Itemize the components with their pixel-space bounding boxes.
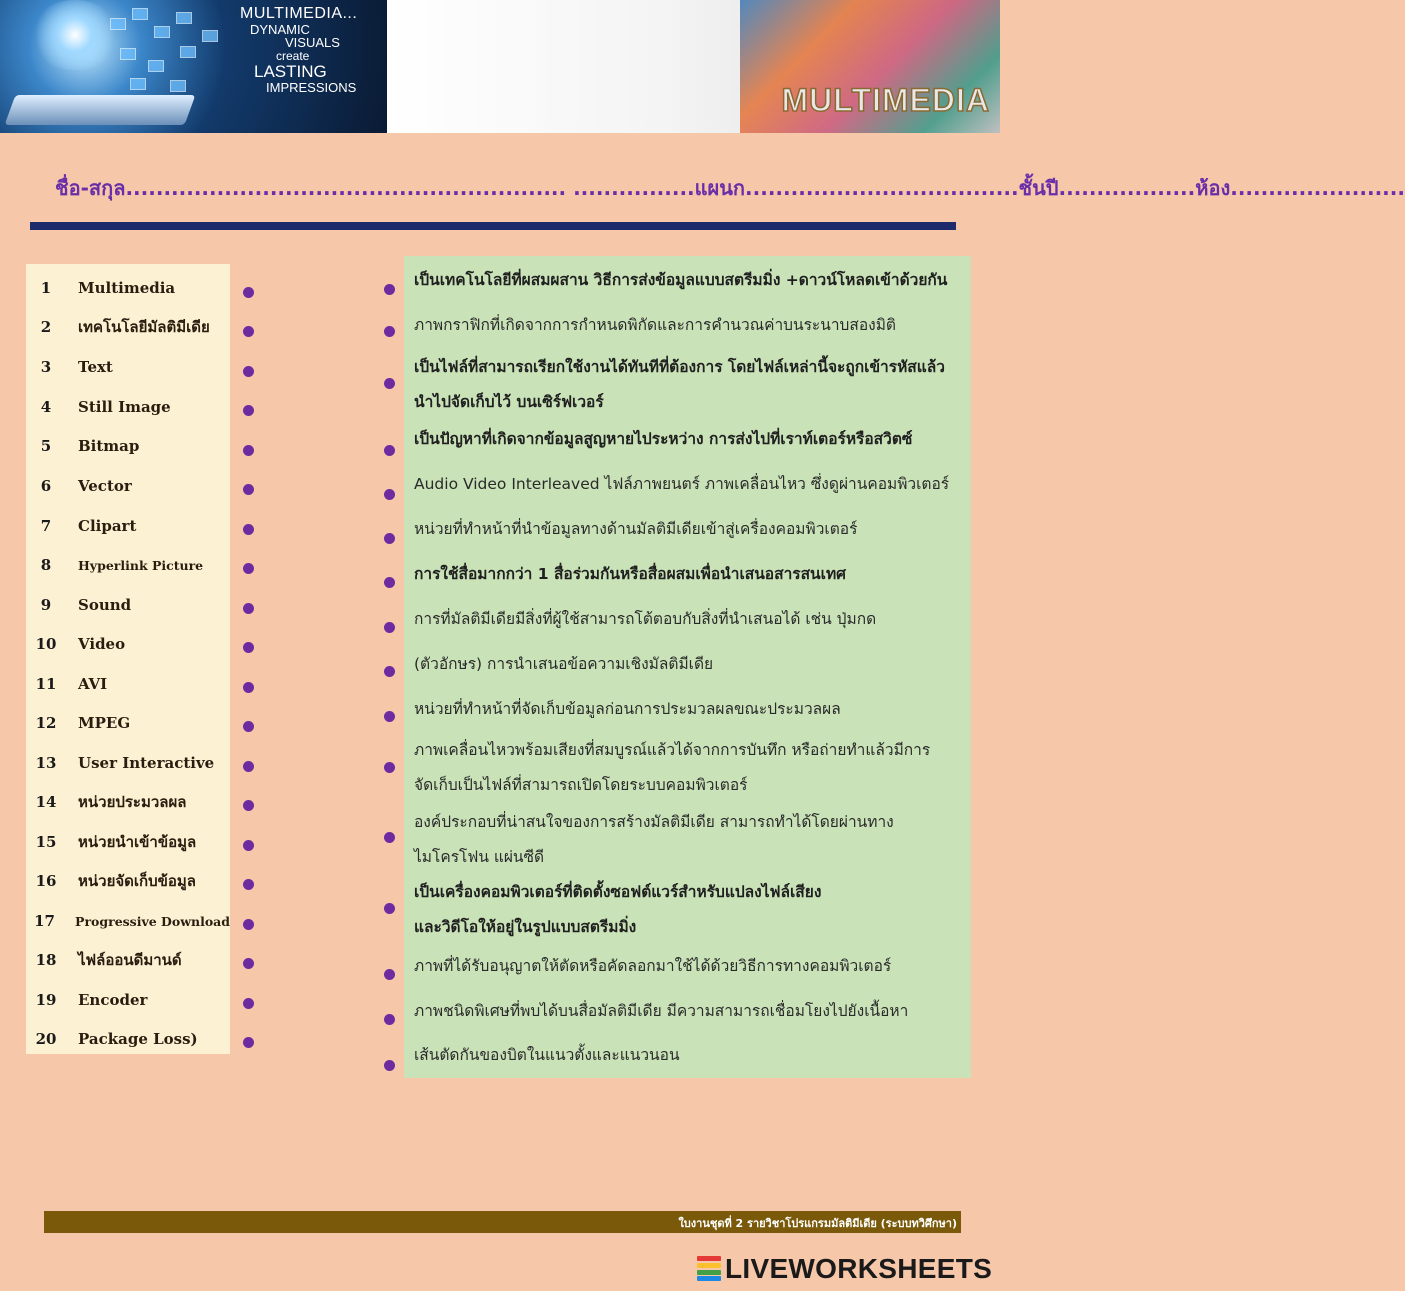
definition-item	[414, 422, 966, 457]
term-row	[26, 744, 230, 782]
definition-text: Audio Video Interleaved ไฟล์ภาพยนตร์ ภาพเคลื่อนไหว ซึ่งดูผ่านคอมพิวเตอร์	[414, 475, 950, 493]
banner-title: MULTIMEDIA	[781, 82, 990, 118]
term-row	[26, 467, 230, 505]
definition-text: ภาพกราฟิกที่เกิดจากการกำหนดพิกัดและการคำนวณค่าบนระนาบสองมิติ	[414, 316, 896, 334]
definition-match-dot[interactable]	[384, 969, 395, 980]
term-number: 17	[34, 912, 55, 930]
banner-slogan	[240, 6, 357, 94]
term-label: AVI	[78, 675, 108, 693]
term-number: 8	[40, 556, 52, 574]
term-match-dot[interactable]	[243, 761, 254, 772]
slogan-line: LASTING	[254, 61, 327, 81]
term-row	[26, 388, 230, 426]
term-row	[26, 665, 230, 703]
definition-match-dot[interactable]	[384, 1060, 395, 1071]
definition-item	[414, 308, 966, 343]
definition-item	[414, 692, 966, 727]
term-number: 1	[40, 279, 52, 297]
definition-item	[414, 994, 966, 1029]
term-number: 11	[35, 675, 57, 693]
term-label: Clipart	[78, 517, 137, 535]
definition-item	[414, 602, 966, 637]
definition-text: เป็นไฟล์ที่สามารถเรียกใช้งานได้ทันทีที่ต้องการ โดยไฟล์เหล่านี้จะถูกเข้ารหัสแล้ว	[414, 358, 945, 376]
term-label: Text	[78, 358, 113, 376]
slogan-line: DYNAMIC	[250, 21, 310, 37]
definition-match-dot[interactable]	[384, 284, 395, 295]
term-number: 4	[40, 398, 52, 416]
term-match-dot[interactable]	[243, 840, 254, 851]
term-label: Encoder	[78, 991, 148, 1009]
term-match-dot[interactable]	[243, 879, 254, 890]
footer-bar	[44, 1211, 961, 1233]
term-number: 3	[40, 358, 52, 376]
definition-item	[414, 467, 966, 502]
definition-item	[414, 350, 966, 420]
definition-match-dot[interactable]	[384, 832, 395, 843]
term-row	[26, 269, 230, 307]
slogan-line: create	[276, 49, 310, 64]
definition-item	[414, 875, 966, 945]
term-match-dot[interactable]	[243, 642, 254, 653]
definition-match-dot[interactable]	[384, 533, 395, 544]
banner-image-right	[387, 0, 1000, 133]
definition-text: ภาพเคลื่อนไหวพร้อมเสียงที่สมบูรณ์แล้วได้จากการบันทึก หรือถ่ายทำแล้วมีการ	[414, 741, 931, 759]
definition-item	[414, 557, 966, 592]
term-row	[26, 348, 230, 386]
term-row	[26, 862, 230, 900]
globe-graphic	[30, 0, 120, 70]
term-number: 14	[35, 793, 57, 811]
term-label: Bitmap	[78, 437, 140, 455]
term-label: User Interactive	[78, 754, 215, 772]
definition-item	[414, 949, 966, 984]
definition-text: และวิดีโอให้อยู่ในรูปแบบสตรีมมิ่ง	[414, 918, 637, 936]
term-match-dot[interactable]	[243, 958, 254, 969]
liveworksheets-icon	[697, 1256, 721, 1282]
definition-match-dot[interactable]	[384, 666, 395, 677]
definition-match-dot[interactable]	[384, 903, 395, 914]
slogan-line: IMPRESSIONS	[266, 79, 357, 95]
media-tiles-graphic	[110, 8, 230, 108]
definition-text: การใช้สื่อมากกว่า 1 สื่อร่วมกันหรือสื่อผสมเพื่อนำเสนอสารสนเทศ	[414, 565, 847, 583]
term-row	[26, 1020, 230, 1058]
definition-text: หน่วยที่ทำหน้าที่จัดเก็บข้อมูลก่อนการประมวลผลขณะประมวลผล	[414, 700, 841, 718]
term-label: หน่วยจัดเก็บข้อมูล	[78, 872, 196, 890]
definition-match-dot[interactable]	[384, 489, 395, 500]
term-label: หน่วยนำเข้าข้อมูล	[78, 833, 197, 851]
slogan-line: MULTIMEDIA...	[240, 5, 358, 22]
terms-panel	[26, 264, 230, 1054]
definition-item	[414, 647, 966, 682]
term-label: Package Loss)	[78, 1030, 198, 1048]
definition-match-dot[interactable]	[384, 1014, 395, 1025]
definition-match-dot[interactable]	[384, 577, 395, 588]
term-row	[26, 704, 230, 742]
definition-match-dot[interactable]	[384, 326, 395, 337]
term-row	[26, 427, 230, 465]
term-match-dot[interactable]	[243, 405, 254, 416]
definition-text: ไมโครโฟน แผ่นซีดี	[414, 848, 545, 866]
term-number: 12	[35, 714, 57, 732]
term-label: Hyperlink Picture	[78, 557, 204, 573]
term-match-dot[interactable]	[243, 524, 254, 535]
definition-text: ภาพชนิดพิเศษที่พบได้บนสื่อมัลติมีเดีย มีความสามารถเชื่อมโยงไปยังเนื้อหา	[414, 1002, 909, 1020]
term-number: 18	[35, 951, 57, 969]
term-label: MPEG	[78, 714, 131, 732]
term-number: 20	[35, 1030, 57, 1048]
header-divider	[30, 222, 956, 230]
term-number: 2	[40, 318, 52, 336]
definition-match-dot[interactable]	[384, 622, 395, 633]
term-number: 13	[35, 754, 57, 772]
definition-text: (ตัวอักษร) การนำเสนอข้อความเชิงมัลติมีเดีย	[414, 655, 714, 673]
term-match-dot[interactable]	[243, 998, 254, 1009]
term-number: 7	[40, 517, 52, 535]
term-number: 15	[35, 833, 57, 851]
banner-image-left	[0, 0, 387, 133]
definition-text: เป็นปัญหาที่เกิดจากข้อมูลสูญหายไประหว่าง การส่งไปที่เราท์เตอร์หรือสวิตซ์	[414, 430, 913, 448]
term-match-dot[interactable]	[243, 366, 254, 377]
liveworksheets-logo[interactable]	[697, 1254, 992, 1284]
definition-match-dot[interactable]	[384, 762, 395, 773]
definition-text: ภาพที่ได้รับอนุญาตให้ตัดหรือคัดลอกมาใช้ได้ด้วยวิธีการทางคอมพิวเตอร์	[414, 957, 892, 975]
tablet-graphic	[5, 95, 196, 125]
term-label: Video	[78, 635, 126, 653]
term-number: 19	[35, 991, 57, 1009]
term-match-dot[interactable]	[243, 287, 254, 298]
term-number: 6	[40, 477, 52, 495]
definition-text: จัดเก็บเป็นไฟล์ที่สามารถเปิดโดยระบบคอมพิวเตอร์	[414, 776, 748, 794]
term-match-dot[interactable]	[243, 445, 254, 456]
term-label: Still Image	[78, 398, 171, 416]
term-row	[26, 308, 230, 346]
term-row	[26, 546, 230, 584]
definitions-panel	[404, 256, 971, 1078]
definition-text: องค์ประกอบที่น่าสนใจของการสร้างมัลติมีเดีย สามารถทำได้โดยผ่านทาง	[414, 813, 894, 831]
term-row	[26, 902, 230, 940]
definition-item	[414, 512, 966, 547]
student-info-line: ชื่อ-สกุล.......................................................... ................แผนก....................................ชั้นปี..................ห้อง.......................	[55, 176, 1405, 200]
term-number: 10	[35, 635, 57, 653]
footer-text: ใบงานชุดที่ 2 รายวิชาโปรแกรมมัลติมีเดีย (ระบบทวิศึกษา)	[678, 1217, 957, 1230]
definition-item	[414, 805, 966, 875]
definition-text: เส้นตัดกันของบิตในแนวตั้งและแนวนอน	[414, 1046, 680, 1064]
term-number: 5	[40, 437, 52, 455]
term-match-dot[interactable]	[243, 919, 254, 930]
term-match-dot[interactable]	[243, 682, 254, 693]
term-row	[26, 823, 230, 861]
definition-text: นำไปจัดเก็บไว้ บนเซิร์ฟเวอร์	[414, 393, 604, 411]
definition-match-dot[interactable]	[384, 378, 395, 389]
definition-item	[414, 263, 966, 298]
term-label: ไฟล์ออนดีมานด์	[78, 951, 182, 969]
definition-item	[414, 1038, 966, 1073]
term-number: 16	[35, 872, 57, 890]
term-row	[26, 783, 230, 821]
term-match-dot[interactable]	[243, 484, 254, 495]
term-row	[26, 625, 230, 663]
term-row	[26, 941, 230, 979]
term-row	[26, 981, 230, 1019]
term-number: 9	[40, 596, 52, 614]
definition-text: เป็นเทคโนโลยีที่ผสมผสาน วิธีการส่งข้อมูลแบบสตรีมมิ่ง +ดาวน์โหลดเข้าด้วยกัน	[414, 271, 948, 289]
definition-text: หน่วยที่ทำหน้าที่นำข้อมูลทางด้านมัลติมีเดียเข้าสู่เครื่องคอมพิวเตอร์	[414, 520, 858, 538]
definition-item	[414, 733, 966, 803]
term-match-dot[interactable]	[243, 326, 254, 337]
term-label: เทคโนโลยีมัลติมีเดีย	[78, 318, 210, 336]
term-match-dot[interactable]	[243, 1037, 254, 1048]
term-label: หน่วยประมวลผล	[78, 793, 187, 811]
definition-match-dot[interactable]	[384, 445, 395, 456]
term-match-dot[interactable]	[243, 563, 254, 574]
definition-match-dot[interactable]	[384, 711, 395, 722]
term-label: Sound	[78, 596, 132, 614]
term-match-dot[interactable]	[243, 721, 254, 732]
term-label: Vector	[78, 477, 132, 495]
slogan-line: VISUALS	[285, 35, 340, 51]
definition-text: เป็นเครื่องคอมพิวเตอร์ที่ติดตั้งซอฟต์แวร์สำหรับแปลงไฟล์เสียง	[414, 883, 822, 901]
term-match-dot[interactable]	[243, 603, 254, 614]
term-row	[26, 586, 230, 624]
brand-name: LIVEWORKSHEETS	[725, 1253, 993, 1284]
term-row	[26, 507, 230, 545]
term-match-dot[interactable]	[243, 800, 254, 811]
definition-text: การที่มัลติมีเดียมีสิ่งที่ผู้ใช้สามารถโต้ตอบกับสิ่งที่นำเสนอได้ เช่น ปุ่มกด	[414, 610, 877, 628]
term-label: Multimedia	[78, 279, 176, 297]
term-label: Progressive Download	[75, 913, 230, 929]
